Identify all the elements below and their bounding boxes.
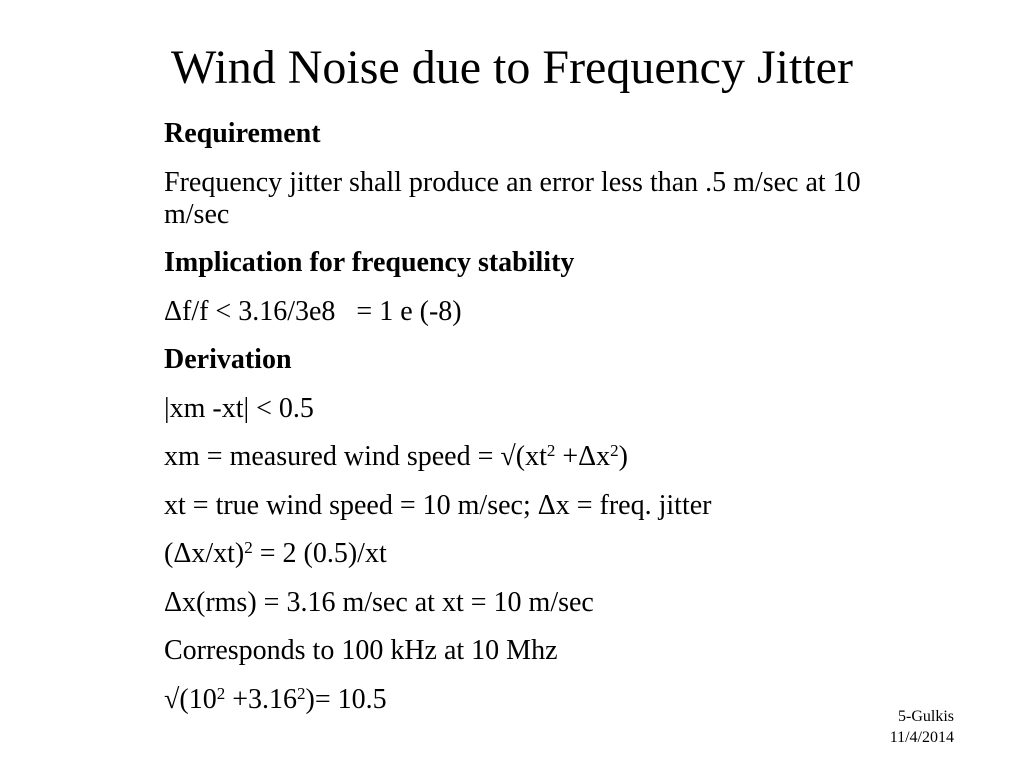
slide-title: Wind Noise due to Frequency Jitter	[171, 41, 853, 94]
derivation-line-5: Δx(rms) = 3.16 m/sec at xt = 10 m/sec	[164, 586, 594, 618]
requirement-text: Frequency jitter shall produce an error less than .5 m/sec at 10 m/sec	[164, 166, 861, 230]
derivation-line-4-exponent: 2	[244, 538, 253, 557]
implication-text: Δf/f < 3.16/3e8 = 1 e (-8)	[164, 295, 462, 327]
slide-footer	[890, 706, 954, 748]
derivation-line-7-part-b: +3.16	[225, 683, 297, 715]
footer-author: 5-Gulkis	[898, 708, 954, 725]
derivation-line-3: xt = true wind speed = 10 m/sec; Δx = freq. jitter	[164, 489, 712, 521]
derivation-heading: Derivation	[164, 344, 292, 375]
derivation-line-7-exponent-2: 2	[297, 683, 306, 703]
derivation-line-7-exponent-1: 2	[216, 683, 226, 703]
derivation-line-7-part-c: )= 10.5	[305, 683, 387, 715]
derivation-line-7-part-a: √(10	[164, 683, 217, 715]
derivation-line-4-part-b: = 2 (0.5)/xt	[252, 538, 387, 569]
derivation-line-6: Corresponds to 100 kHz at 10 Mhz	[164, 635, 558, 666]
derivation-line-4-part-a: (Δx/xt)	[164, 538, 245, 569]
derivation-line-2-part-a: xm = measured wind speed = √(xt	[164, 441, 547, 472]
derivation-line-2	[164, 441, 884, 473]
implication-heading: Implication for frequency stability	[164, 247, 575, 278]
derivation-line-2-part-b: +Δx	[555, 441, 611, 472]
derivation-line-1: |xm -xt| < 0.5	[164, 392, 314, 424]
derivation-line-2-exponent-1: 2	[546, 441, 556, 460]
derivation-line-4	[164, 538, 884, 570]
derivation-line-2-exponent-2: 2	[610, 441, 619, 460]
derivation-line-2-part-c: )	[618, 441, 628, 472]
derivation-line-7	[164, 684, 884, 716]
slide-content	[164, 118, 884, 732]
footer-date: 11/4/2014	[889, 729, 954, 746]
requirement-heading: Requirement	[164, 118, 321, 149]
